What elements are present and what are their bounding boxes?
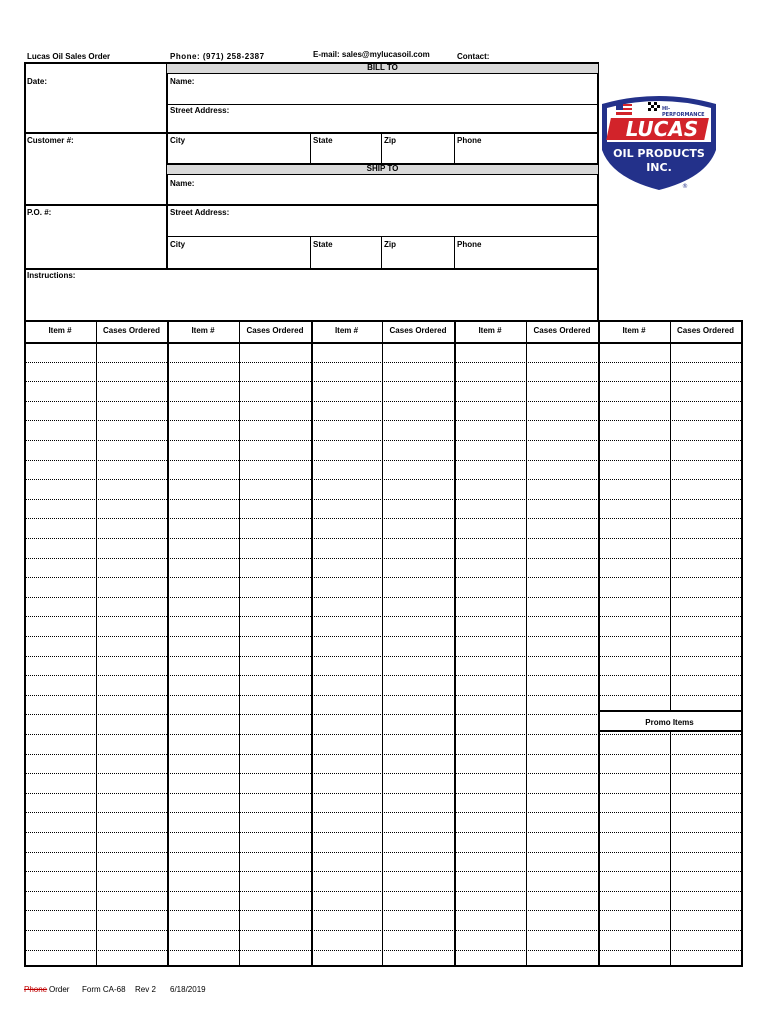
grid-row-line [26,950,741,951]
footer-date: 6/18/2019 [170,985,206,994]
ship-city-label: City [170,240,186,249]
ship-state-divider [310,236,311,269]
bill-name-label: Name: [170,77,195,86]
column-header-cases: Cases Ordered [677,326,734,335]
grid-row-line [26,460,741,461]
logo-line1: OIL PRODUCTS [613,147,705,160]
grid-row-line [26,754,741,755]
column-header-cases: Cases Ordered [246,326,304,335]
bill-to-title: BILL TO [367,63,398,72]
column-header-item: Item # [478,326,502,335]
grid-row-line [26,812,741,813]
grid-row-line [26,597,741,598]
bill-state-label: State [313,136,333,145]
footer-order: Order [49,985,70,994]
grid-row-line [26,499,741,500]
grid-row-line [26,401,741,402]
grid-row-line [26,734,741,735]
bill-street-rule [24,132,599,134]
grid-column-line [311,320,313,967]
grid-column-line [239,320,240,967]
lucas-shield-icon [598,94,720,194]
grid-top-border [24,320,743,322]
grid-column-line [670,320,671,967]
date-label: Date: [27,77,48,86]
logo-reg: ® [682,183,688,190]
footer-rev: Rev 2 [135,985,156,994]
column-header-cases: Cases Ordered [389,326,447,335]
grid-row-line [26,577,741,578]
bill-city-label: City [170,136,186,145]
column-header-item: Item # [48,326,72,335]
grid-row-line [26,910,741,911]
grid-header-rule [24,342,743,344]
column-header-item: Item # [334,326,359,335]
grid-row-line [26,420,741,421]
left-border [24,62,26,320]
grid-row-line [26,558,741,559]
grid-row-line [26,656,741,657]
customer-number-label: Customer #: [27,136,74,145]
grid-column-line [741,320,743,967]
ship-street-label: Street Address: [170,208,230,217]
lucas-logo [598,94,720,194]
column-header-cases: Cases Ordered [533,326,591,335]
grid-row-line [26,538,741,539]
column-header-cases: Cases Ordered [103,326,160,335]
grid-column-line [598,320,600,967]
footer-form: Form CA-68 [82,985,126,994]
company-title: Lucas Oil Sales Order [27,52,111,61]
instructions-top-rule [24,268,599,270]
ship-street-rule [167,236,598,237]
bill-name-rule [167,104,598,105]
grid-row-line [26,852,741,853]
bill-phone-label: Phone [457,136,482,145]
grid-row-line [26,675,741,676]
logo-hi: HI- [662,106,671,112]
promo-items-label: Promo Items [645,718,694,727]
grid-column-line [382,320,383,967]
grid-row-line [26,891,741,892]
po-number-label: P.O. #: [27,208,52,217]
grid-row-line [26,773,741,774]
grid-row-line [26,440,741,441]
bill-zip-divider [381,132,382,163]
contact-label: Contact: [457,52,490,61]
grid-row-line [26,616,741,617]
grid-column-line [454,320,456,967]
bill-street-label: Street Address: [170,106,230,115]
grid-row-line [26,930,741,931]
bill-phone-divider [454,132,455,163]
email-address: E-mail: sales@mylucasoil.com [313,50,430,59]
grid-row-line [26,695,741,696]
bill-zip-label: Zip [384,136,396,145]
grid-bottom-border [24,965,743,967]
column-header-item: Item # [191,326,215,335]
ship-phone-label: Phone [457,240,482,249]
bill-state-divider [310,132,311,163]
logo-performance: PERFORMANCE [662,112,705,118]
logo-line2: INC. [646,161,672,174]
ship-name-rule [24,204,599,206]
grid-row-line [26,793,741,794]
grid-row-line [26,381,741,382]
ship-name-label: Name: [170,179,195,188]
ship-state-label: State [313,240,333,249]
grid-row-line [26,518,741,519]
logo-brand: LUCAS [625,117,699,141]
grid-row-line [26,479,741,480]
footer-phone-struck: Phone [24,985,48,994]
grid-column-line [24,320,26,967]
grid-column-line [526,320,527,967]
promo-bottom-rule [598,730,743,732]
ship-phone-divider [454,236,455,269]
grid-row-line [26,362,741,363]
phone-number: Phone: (971) 258-2387 [170,52,265,61]
ship-zip-label: Zip [384,240,396,249]
ship-zip-divider [381,236,382,269]
instructions-label: Instructions: [27,271,76,280]
ship-to-title: SHIP TO [366,164,399,173]
grid-column-line [96,320,97,967]
grid-row-line [26,871,741,872]
grid-row-line [26,832,741,833]
column-header-item: Item # [622,326,646,335]
grid-column-line [167,320,169,967]
grid-row-line [26,636,741,637]
